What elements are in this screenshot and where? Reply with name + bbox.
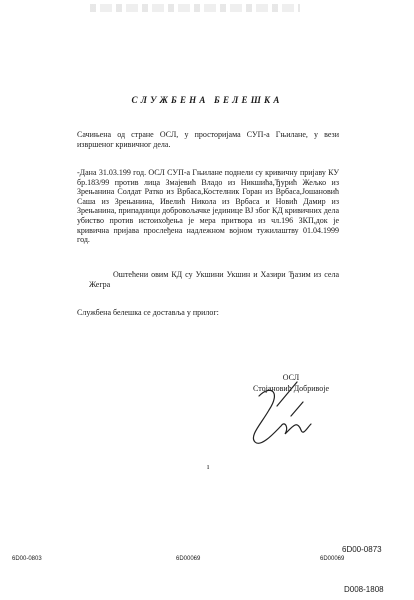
page-code-bottom-center: 6D00069	[176, 556, 201, 562]
handwritten-signature	[241, 376, 321, 456]
body-paragraph: -Дана 31.03.199 год. ОСЛ СУП-а Гњилане поднели су кривичну пријаву КУ бр.183/99 против лица Змајевић Владо из Никшића,Ђурић Жељко из Зрењанина Солдат Ратко из Врбаса,Костелник Горан из Врбаса,Јошановић Саша из Зрењанина, Ивелић Никола из Врбаса и Новић Дамир из Зрењанина, припадници добровољачке јединице ВЈ због КД кривичних дела убиство против истоихођењa је мера притвора из чл.196 ЗКП,док је кривична пријава прослеђена надлежном војном тужилаштву 01.04.1999 год.	[77, 168, 339, 245]
victims-paragraph: Оштећени овим КД су Укшини Укшин и Хазири Ђазим из села Жегра	[89, 270, 339, 289]
archive-reference: D008-1808	[344, 585, 384, 594]
document-title: СЛУЖБЕНА БЕЛЕШКА	[131, 95, 283, 105]
center-mark: ı	[207, 462, 210, 471]
page-code-top-right: 6D00-0873	[342, 545, 382, 554]
page-code-bottom-right: 6D00069	[320, 556, 345, 562]
page-code-bottom-left: 6D00-0803	[12, 556, 42, 562]
signature-org: ОСЛ	[282, 373, 300, 382]
delivery-line: Службена белешка се доставља у прилог:	[77, 308, 219, 317]
scan-artifact	[90, 4, 300, 12]
signature-name: Стојановић Добривоје	[252, 384, 330, 393]
intro-paragraph: Сачињена од стране ОСЛ, у просторијама СУП-а Гњилане, у вези извршеног кривичног дела.	[77, 130, 339, 149]
